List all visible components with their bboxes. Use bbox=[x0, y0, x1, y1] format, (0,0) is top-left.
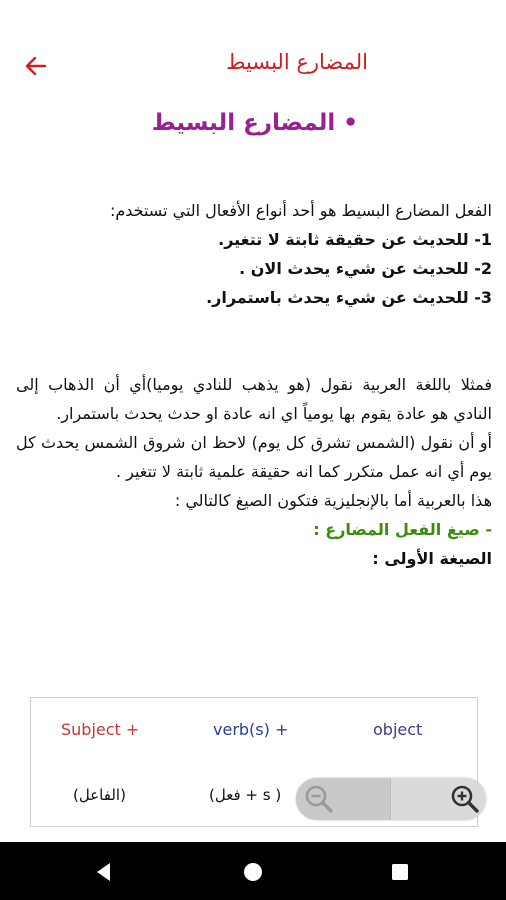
zoom-out-icon bbox=[302, 782, 336, 816]
formula-object: object bbox=[373, 720, 423, 739]
arrow-left-icon bbox=[23, 53, 49, 79]
formula-subject: Subject + bbox=[61, 720, 140, 739]
example-paragraph-1: فمثلا باللغة العربية نقول (هو يذهب للنادي يوميا)أي أن الذهاب إلى النادي هو عادة يقوم بها يومياً اي انه عادة او حدث يحدث باستمرار. bbox=[16, 375, 492, 423]
formula-verb: verb(s) + bbox=[213, 720, 289, 739]
lesson-heading: • المضارع البسيط bbox=[151, 110, 358, 136]
zoom-in-icon bbox=[448, 782, 482, 816]
app-bar bbox=[0, 0, 506, 136]
nav-recents-button[interactable] bbox=[388, 860, 412, 884]
transition-text: هذا بالعربية أما بالإنجليزية فتكون الصيغ كالتالي : bbox=[174, 491, 492, 510]
zoom-in-button[interactable] bbox=[391, 778, 486, 820]
formula-english-row bbox=[31, 720, 477, 760]
formula-subject-arabic: (الفاعل) bbox=[73, 786, 126, 804]
forms-heading: - صيغ الفعل المضارع : bbox=[313, 520, 492, 539]
use-item-1: 1- للحديث عن حقيقة ثابتة لا تتغير. bbox=[218, 230, 492, 249]
intro-text: الفعل المضارع البسيط هو أحد أنواع الأفعال التي تستخدم: bbox=[109, 201, 492, 220]
nav-back-button[interactable] bbox=[92, 860, 116, 884]
spacer bbox=[16, 312, 492, 370]
first-form-label: الصيغة الأولى : bbox=[372, 549, 492, 568]
zoom-out-button[interactable] bbox=[296, 778, 391, 820]
lesson-content bbox=[16, 196, 492, 573]
use-item-2: 2- للحديث عن شيء يحدث الان . bbox=[239, 259, 492, 278]
nav-recents-icon bbox=[388, 860, 412, 884]
nav-back-icon bbox=[92, 860, 116, 884]
zoom-control bbox=[296, 778, 486, 820]
example-paragraph-2: أو أن نقول (الشمس تشرق كل يوم) لاحظ ان شروق الشمس يحدث كل يوم أي انه عمل متكرر كما انه حقيقة علمية ثابتة لا تتغير . bbox=[16, 433, 492, 481]
formula-verb-arabic: (فعل + s ) bbox=[209, 786, 282, 804]
system-navigation-bar bbox=[0, 842, 506, 900]
nav-home-button[interactable] bbox=[241, 860, 265, 884]
page-title: المضارع البسيط bbox=[226, 50, 368, 74]
nav-home-icon bbox=[241, 860, 265, 884]
use-item-3: 3- للحديث عن شيء يحدث باستمرار. bbox=[206, 288, 492, 307]
back-button[interactable] bbox=[18, 48, 54, 84]
